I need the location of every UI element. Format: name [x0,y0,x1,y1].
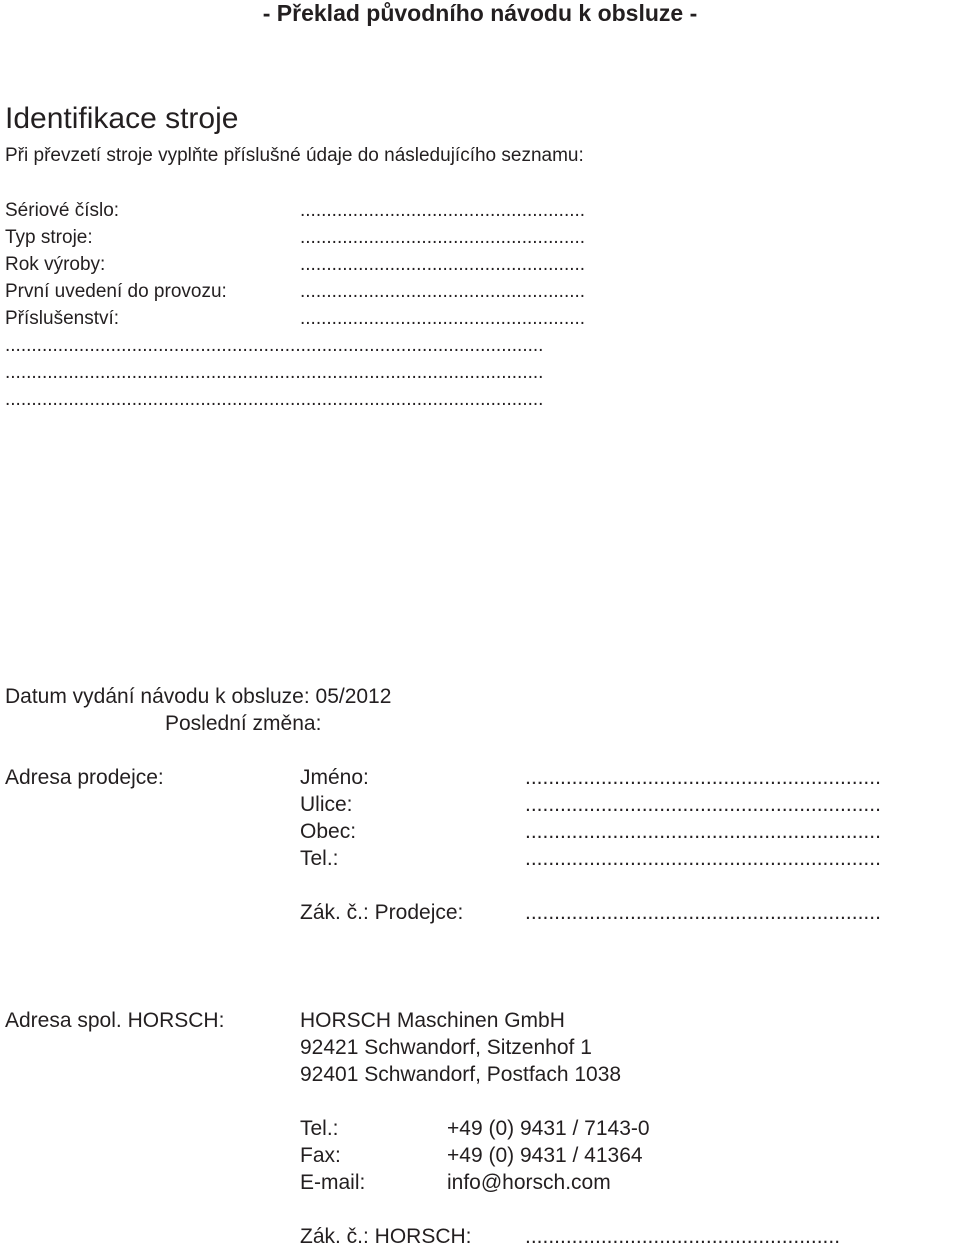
horsch-phone-label: Tel.: [300,1117,339,1140]
dealer-name-field[interactable]: ............................................................. [525,766,881,789]
horsch-email-label: E-mail: [300,1171,366,1194]
first-commissioning-field[interactable]: ...................................................... [300,281,586,302]
horsch-customer-no-label: Zák. č.: HORSCH: [300,1225,472,1248]
dealer-name-label: Jméno: [300,766,369,789]
dealer-customer-no-field[interactable]: ............................................................. [525,901,881,924]
dealer-customer-no-label: Zák. č.: Prodejce: [300,901,464,924]
horsch-customer-no-field[interactable]: ...................................................... [525,1225,841,1248]
horsch-address-line-2: 92401 Schwandorf, Postfach 1038 [300,1063,622,1086]
manual-issue-date: Datum vydání návodu k obsluze: 05/2012 [5,685,392,708]
year-of-manufacture-field[interactable]: ...................................................... [300,254,586,275]
dealer-phone-field[interactable]: ............................................................. [525,847,881,870]
horsch-fax-value: +49 (0) 9431 / 41364 [447,1144,643,1167]
serial-number-field[interactable]: ...................................................... [300,200,586,221]
last-change-label: Poslední změna: [165,712,322,735]
first-commissioning-label: První uvedení do provozu: [5,281,227,302]
horsch-email-value: info@horsch.com [447,1171,611,1194]
section-heading: Identifikace stroje [5,102,239,135]
accessories-extra-line-2[interactable]: ...................................................................................................... [5,362,544,383]
accessories-field[interactable]: ...................................................... [300,308,586,329]
horsch-address-line-1: 92421 Schwandorf, Sitzenhof 1 [300,1036,592,1059]
accessories-extra-line-3[interactable]: ...................................................................................................... [5,389,544,410]
dealer-address-label: Adresa prodejce: [5,766,164,789]
dealer-street-field[interactable]: ............................................................. [525,793,881,816]
horsch-address-label: Adresa spol. HORSCH: [5,1009,225,1032]
horsch-phone-value: +49 (0) 9431 / 7143-0 [447,1117,650,1140]
page-title: - Překlad původního návodu k obsluze - [262,0,698,26]
year-of-manufacture-label: Rok výroby: [5,254,106,275]
serial-number-label: Sériové číslo: [5,200,120,221]
accessories-extra-line-1[interactable]: ...................................................................................................... [5,335,544,356]
dealer-street-label: Ulice: [300,793,353,816]
machine-type-field[interactable]: ...................................................... [300,227,586,248]
accessories-label: Příslušenství: [5,308,120,329]
dealer-city-label: Obec: [300,820,357,843]
horsch-fax-label: Fax: [300,1144,341,1167]
dealer-city-field[interactable]: ............................................................. [525,820,881,843]
dealer-phone-label: Tel.: [300,847,339,870]
horsch-company-name: HORSCH Maschinen GmbH [300,1009,565,1032]
machine-type-label: Typ stroje: [5,227,93,248]
intro-text: Při převzetí stroje vyplňte příslušné údaje do následujícího seznamu: [5,145,584,166]
